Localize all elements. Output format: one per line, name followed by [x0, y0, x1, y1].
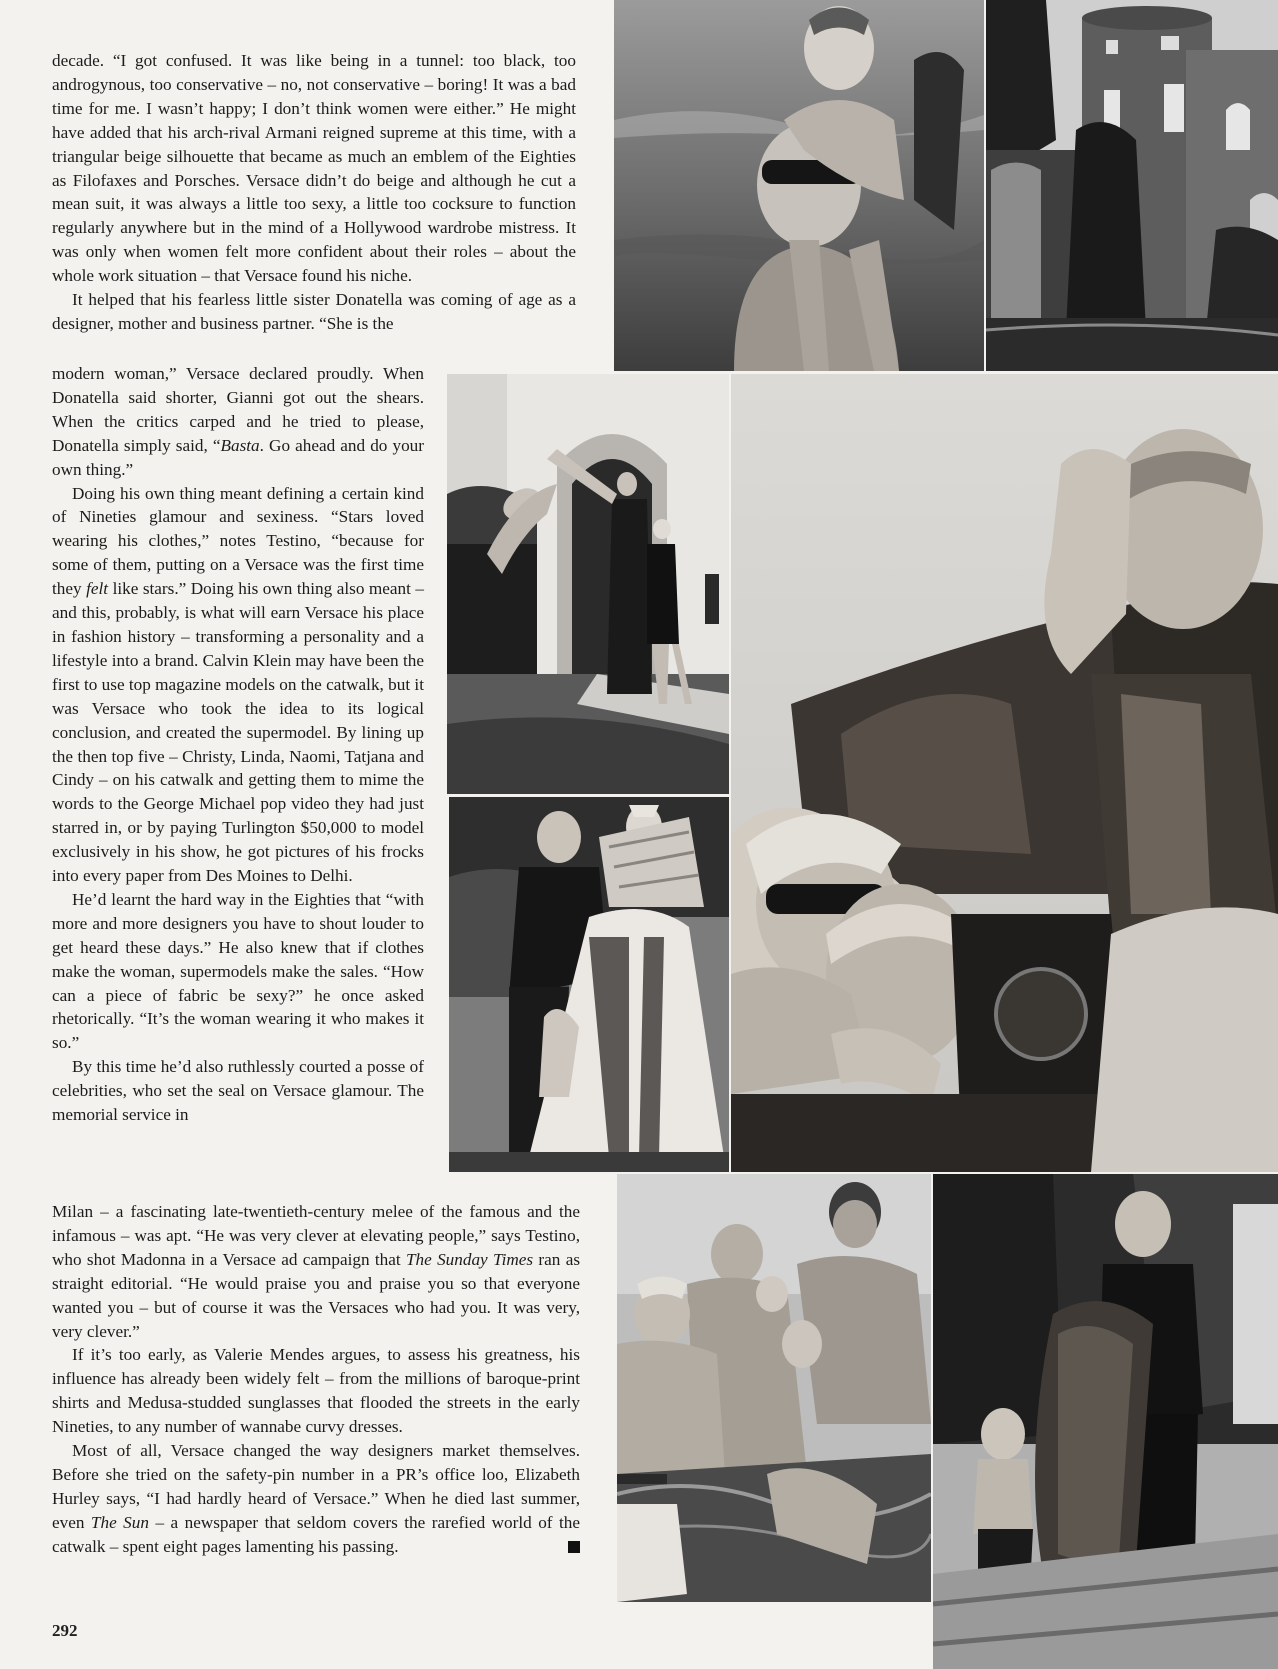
article-paragraph: If it’s too early, as Valerie Mendes argues, to assess his greatness, his influence has already been widely felt – from the millions of baroque-print shirts and Medusa-studded sunglasses that flooded the streets in the early Nineties, to any number of wannabe curvy dresses. [52, 1345, 580, 1437]
article-paragraph: Most of all, Versace changed the way designers market themselves. Before she tried on the safety-pin number in a PR’s office loo, Elizabeth Hurley says, “I had hardly heard of Versace.” When he died last summer, even The Sun – a newspaper that seldom covers the rarefied world of the catwalk – spent eight pages lamenting his passing. [52, 1441, 580, 1556]
article-paragraph: decade. “I got confused. It was like being in a tunnel: too black, too androgynous, too conservative – no, not conservative – boring! It was a bad time for me. I wasn’t happy; I don’t think women were either.” He might have added that his arch-rival Armani reigned supreme at this time, with a triangular beige silhouette that became as much an emblem of the Eighties as Filofaxes and Porsches. Versace didn’t do beige and although he cut a mean suit, it was always a little too sexy, a little too cocksure to function regularly anywhere but in the mind of a Hollywood wardrobe mistress. It was only when women felt more confident about their roles – about the whole work situation – that Versace found his niche. [52, 51, 576, 286]
article-paragraph: modern woman,” Versace declared proudly. When Donatella said shorter, Gianni got out the shears. When the critics carped and he tried to please, Donatella simply said, “Basta. Go ahead and do your own thing.” [52, 364, 424, 479]
article-text-block-2 [52, 362, 424, 1127]
article-paragraph: Doing his own thing meant defining a certain kind of Nineties glamour and sexiness. “Stars loved wearing his clothes,” notes Testino, “because for some of them, putting on a Versace was the first time they felt like stars.” Doing his own thing also meant – and this, probably, is what will earn Versace his place in fashion history – transforming a personality and a lifestyle into a brand. Calvin Klein may have been the first to use top magazine models on the catwalk, but it was Versace who took the idea to its logical conclusion, and created the supermodel. By lining up the then top five – Christy, Linda, Naomi, Tatjana and Cindy – on his catwalk and getting them to mime the words to the George Michael pop video they had just starred in, or by paying Turlington $50,000 to model exclusively in his show, he got pictures of his frocks into every paper from Des Moines to Delhi. [52, 483, 424, 886]
article-paragraph: It helped that his fearless little sister Donatella was coming of age as a designer, mother and business partner. “She is the [52, 290, 576, 333]
photo-towel-child [933, 1174, 1278, 1669]
end-mark-icon [568, 1541, 580, 1553]
article-paragraph: He’d learnt the hard way in the Eighties that “with more and more designers you have to shout louder to get heard these days.” He also knew that if clothes make the woman, supermodels make the sales. “How can a piece of fabric be sexy?” he once asked rhetorically. “It’s the woman wearing it who makes it so.” [52, 889, 424, 1053]
photo-man-child-sea [614, 0, 984, 371]
photo-family-portrait [731, 374, 1278, 1172]
article-text-block-3 [52, 1200, 580, 1559]
page-number: 292 [52, 1621, 78, 1640]
photo-group-pool [617, 1174, 931, 1602]
article-paragraph: By this time he’d also ruthlessly courted a posse of celebrities, who set the seal on Versace glamour. The memorial service in [52, 1057, 424, 1125]
photo-pool-jump [447, 374, 729, 794]
article-text-block-1 [52, 49, 576, 336]
photo-costume-fan [449, 797, 729, 1172]
article-paragraph: Milan – a fascinating late-twentieth-century melee of the famous and the infamous – was apt. “He was very clever at elevating people,” says Testino, who shot Madonna in a Versace ad campaign that The Sunday Times ran as straight editorial. “He would praise you and praise you so that everyone wanted you – but of course it was the Versaces who had you. It was very, very clever.” [52, 1202, 581, 1341]
photo-mansion-exterior [986, 0, 1278, 371]
